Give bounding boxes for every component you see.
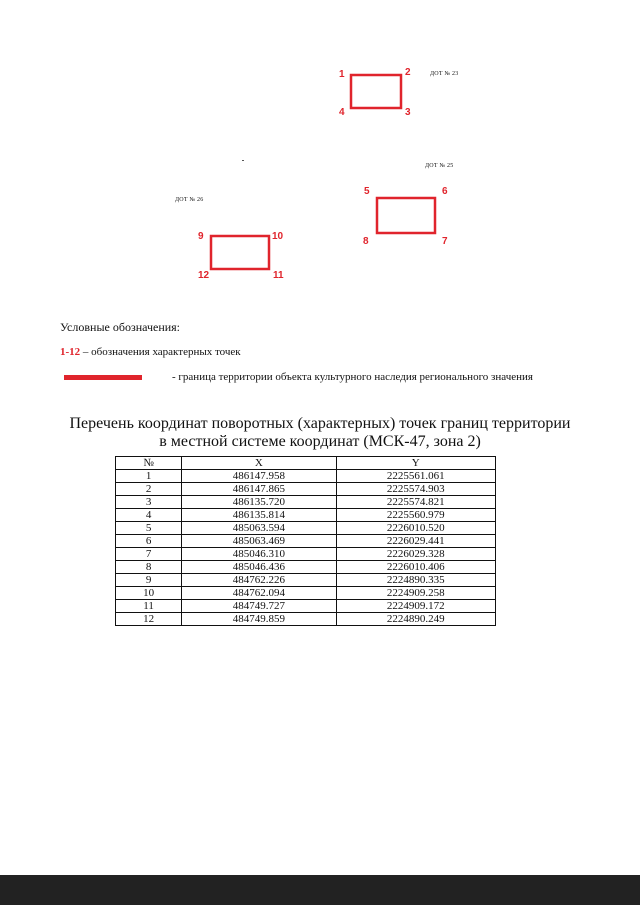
table-row	[116, 600, 496, 613]
legend-boundary-line	[64, 375, 142, 380]
legend-title: Условные обозначения:	[60, 320, 181, 334]
cell-number: 6	[116, 535, 182, 548]
legend-boundary-text: - граница территории объекта культурного наследия регионального значения	[172, 371, 533, 383]
cell-number: 7	[116, 548, 182, 561]
cell-number: 8	[116, 561, 182, 574]
cell-y: 2224890.249	[336, 613, 495, 626]
cell-x: 484762.094	[182, 587, 336, 600]
cell-x: 486147.865	[182, 483, 336, 496]
cell-y: 2224909.172	[336, 600, 495, 613]
table-row	[116, 587, 496, 600]
boundary-shapes	[0, 0, 640, 300]
scan-speck	[242, 160, 244, 161]
cell-x: 486147.958	[182, 470, 336, 483]
point-label-2: 2	[405, 67, 411, 78]
table-row	[116, 470, 496, 483]
table-title-line1: Перечень координат поворотных (характерных) точек границ территории	[69, 415, 571, 432]
legend-points	[60, 346, 241, 358]
table-row	[116, 613, 496, 626]
scan-bottom-edge	[0, 875, 640, 905]
legend-points-code: 1-12	[60, 346, 81, 358]
point-label-5: 5	[364, 186, 370, 197]
cell-x: 485063.469	[182, 535, 336, 548]
legend-points-text: – обозначения характерных точек	[80, 346, 241, 358]
cell-x: 486135.814	[182, 509, 336, 522]
cell-y: 2225561.061	[336, 470, 495, 483]
cell-y: 2226029.328	[336, 548, 495, 561]
cell-x: 484749.727	[182, 600, 336, 613]
table-row	[116, 574, 496, 587]
header-number: №	[116, 457, 182, 470]
cell-number: 10	[116, 587, 182, 600]
cell-number: 2	[116, 483, 182, 496]
header-y: Y	[336, 457, 495, 470]
cell-x: 484749.859	[182, 613, 336, 626]
table-row	[116, 548, 496, 561]
cell-y: 2226010.520	[336, 522, 495, 535]
header-x: X	[182, 457, 336, 470]
cell-number: 11	[116, 600, 182, 613]
cell-y: 2224890.335	[336, 574, 495, 587]
table-row	[116, 496, 496, 509]
object-label-dot-25: ДОТ № 25	[425, 163, 454, 169]
table-row	[116, 522, 496, 535]
cell-x: 484762.226	[182, 574, 336, 587]
point-label-12: 12	[198, 270, 210, 281]
table-row	[116, 483, 496, 496]
point-label-4: 4	[339, 107, 345, 118]
point-label-7: 7	[442, 236, 448, 247]
cell-y: 2225574.903	[336, 483, 495, 496]
table-row	[116, 535, 496, 548]
cell-x: 485046.310	[182, 548, 336, 561]
table-title-line2: в местной системе координат (МСК-47, зона 2)	[159, 433, 481, 450]
point-label-8: 8	[363, 236, 369, 247]
boundary-dot-26	[211, 236, 269, 269]
cell-x: 485063.594	[182, 522, 336, 535]
object-label-dot-23: ДОТ № 23	[430, 71, 459, 77]
cell-y: 2226029.441	[336, 535, 495, 548]
cell-number: 3	[116, 496, 182, 509]
cell-x: 486135.720	[182, 496, 336, 509]
cell-y: 2226010.406	[336, 561, 495, 574]
cell-x: 485046.436	[182, 561, 336, 574]
table-header-row	[116, 457, 496, 470]
point-label-11: 11	[273, 270, 284, 281]
cell-number: 1	[116, 470, 182, 483]
cell-y: 2225574.821	[336, 496, 495, 509]
coordinates-table	[115, 456, 496, 626]
boundary-dot-25	[377, 198, 435, 233]
point-label-1: 1	[339, 69, 345, 80]
site-map	[0, 0, 640, 300]
point-label-9: 9	[198, 231, 204, 242]
point-label-3: 3	[405, 107, 411, 118]
cell-number: 5	[116, 522, 182, 535]
point-label-6: 6	[442, 186, 448, 197]
cell-y: 2224909.258	[336, 587, 495, 600]
cell-number: 9	[116, 574, 182, 587]
table-row	[116, 509, 496, 522]
point-label-10: 10	[272, 231, 284, 242]
cell-number: 12	[116, 613, 182, 626]
table-row	[116, 561, 496, 574]
object-label-dot-26: ДОТ № 26	[175, 197, 204, 203]
cell-y: 2225560.979	[336, 509, 495, 522]
boundary-dot-23	[351, 75, 401, 108]
cell-number: 4	[116, 509, 182, 522]
